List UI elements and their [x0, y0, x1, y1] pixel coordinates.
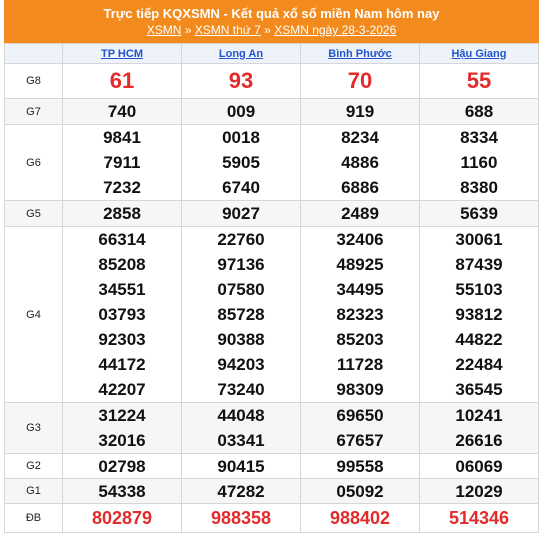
prize-row-g4 [5, 227, 539, 403]
prize-number: 03341 [217, 431, 265, 450]
prize-cell [182, 227, 301, 403]
prize-number: 36545 [455, 380, 503, 399]
prize-cell [63, 403, 182, 454]
prize-cell [420, 227, 539, 403]
prize-number: 87439 [455, 255, 503, 274]
prize-number: 988358 [210, 508, 272, 528]
prize-number: 44172 [98, 355, 146, 374]
prize-cell [63, 201, 182, 227]
province-header [182, 44, 301, 64]
prize-number: 8234 [341, 128, 379, 147]
prize-label: G7 [5, 99, 63, 125]
prize-number: 9841 [103, 128, 141, 147]
prize-number: 8334 [460, 128, 498, 147]
prize-number: 99558 [336, 457, 384, 476]
province-link-hau-giang[interactable]: Hậu Giang [451, 47, 507, 60]
breadcrumb [4, 23, 539, 37]
prize-number: 73240 [217, 380, 265, 399]
prize-number: 54338 [98, 482, 146, 501]
breadcrumb-separator: » [184, 23, 192, 37]
results-table [4, 43, 539, 533]
prize-number: 67657 [336, 431, 384, 450]
prize-label: G1 [5, 479, 63, 504]
prize-label: G3 [5, 403, 63, 454]
prize-number: 34551 [98, 280, 146, 299]
province-header [420, 44, 539, 64]
prize-number: 69650 [336, 406, 384, 425]
prize-number: 5639 [460, 204, 498, 223]
prize-cell [420, 479, 539, 504]
prize-cell [420, 99, 539, 125]
prize-cell [63, 64, 182, 99]
prize-number: 32406 [336, 230, 384, 249]
prize-cell [63, 454, 182, 479]
prize-number: 688 [464, 102, 494, 121]
prize-number: 85728 [217, 305, 265, 324]
prize-number: 05092 [336, 482, 384, 501]
prize-number: 85203 [336, 330, 384, 349]
province-link-binh-phuoc[interactable]: Bình Phước [328, 47, 392, 60]
prize-number: 9027 [222, 204, 260, 223]
prize-number: 06069 [455, 457, 503, 476]
prize-number: 5905 [222, 153, 260, 172]
prize-number: 1160 [460, 153, 498, 172]
prize-number: 47282 [217, 482, 265, 501]
breadcrumb-separator: » [264, 23, 271, 37]
prize-label: G2 [5, 454, 63, 479]
prize-cell [63, 479, 182, 504]
prize-number: 97136 [217, 255, 265, 274]
prize-number: 919 [345, 102, 375, 121]
prize-cell [182, 504, 301, 533]
prize-number: 98309 [336, 380, 384, 399]
prize-number: 6740 [222, 178, 260, 197]
prize-cell [420, 454, 539, 479]
prize-cell [182, 403, 301, 454]
prize-cell [63, 99, 182, 125]
prize-number: 6886 [341, 178, 379, 197]
prize-number: 93 [228, 68, 254, 93]
prize-number: 10241 [455, 406, 503, 425]
prize-number: 22760 [217, 230, 265, 249]
prize-cell [301, 504, 420, 533]
prize-row-g7 [5, 99, 539, 125]
prize-cell [301, 454, 420, 479]
breadcrumb-xsmn[interactable]: XSMN [146, 23, 182, 37]
prize-number: 8380 [460, 178, 498, 197]
prize-number: 07580 [217, 280, 265, 299]
prize-number: 34495 [336, 280, 384, 299]
prize-number: 30061 [455, 230, 503, 249]
prize-label: G4 [5, 227, 63, 403]
prize-cell [182, 454, 301, 479]
breadcrumb-xsmn-saturday[interactable]: XSMN thứ 7 [194, 23, 261, 37]
prize-cell [301, 201, 420, 227]
prize-cell [63, 227, 182, 403]
prize-number: 740 [107, 102, 137, 121]
prize-number: 61 [109, 68, 135, 93]
prize-number: 93812 [455, 305, 503, 324]
prize-cell [182, 99, 301, 125]
prize-number: 90388 [217, 330, 265, 349]
prize-number: 44048 [217, 406, 265, 425]
prize-number: 7911 [103, 153, 141, 172]
prize-number: 70 [347, 68, 373, 93]
prize-number: 48925 [336, 255, 384, 274]
prize-cell [420, 403, 539, 454]
prize-cell [63, 504, 182, 533]
prize-number: 66314 [98, 230, 146, 249]
prize-number: 26616 [455, 431, 503, 450]
prize-number: 514346 [448, 508, 510, 528]
results-panel [4, 0, 539, 533]
province-header [63, 44, 182, 64]
prize-number: 11728 [336, 355, 384, 374]
prize-number: 94203 [217, 355, 265, 374]
prize-number: 2489 [341, 204, 379, 223]
corner-cell [5, 44, 63, 64]
prize-cell [182, 64, 301, 99]
prize-cell [182, 125, 301, 201]
prize-cell [301, 227, 420, 403]
prize-cell [420, 64, 539, 99]
prize-number: 55103 [455, 280, 503, 299]
prize-cell [301, 125, 420, 201]
prize-row-g1 [5, 479, 539, 504]
prize-number: 82323 [336, 305, 384, 324]
prize-number: 32016 [98, 431, 146, 450]
province-header-row [5, 44, 539, 64]
prize-number: 2858 [103, 204, 141, 223]
prize-number: 44822 [455, 330, 503, 349]
prize-cell [301, 403, 420, 454]
prize-number: 55 [466, 68, 492, 93]
prize-number: 22484 [455, 355, 503, 374]
prize-cell [301, 99, 420, 125]
prize-cell [420, 125, 539, 201]
prize-cell [182, 201, 301, 227]
prize-number: 42207 [98, 380, 146, 399]
results-banner [4, 0, 539, 43]
prize-cell [182, 479, 301, 504]
prize-row-g8 [5, 64, 539, 99]
prize-cell [63, 125, 182, 201]
prize-number: 02798 [98, 457, 146, 476]
prize-row-g5 [5, 201, 539, 227]
prize-number: 4886 [341, 153, 379, 172]
prize-cell [420, 201, 539, 227]
province-link-tp-hcm[interactable]: TP HCM [101, 47, 143, 60]
prize-row-g2 [5, 454, 539, 479]
prize-number: 85208 [98, 255, 146, 274]
prize-row-g6 [5, 125, 539, 201]
prize-cell [301, 64, 420, 99]
prize-number: 0018 [222, 128, 260, 147]
prize-number: 31224 [98, 406, 146, 425]
prize-number: 802879 [91, 508, 153, 528]
prize-number: 7232 [103, 178, 141, 197]
prize-number: 988402 [329, 508, 391, 528]
page-title: Trực tiếp KQXSMN - Kết quả xổ số miền Nam hôm nay [103, 6, 440, 21]
prize-label: G8 [5, 64, 63, 99]
prize-number: 03793 [98, 305, 146, 324]
prize-number: 90415 [217, 457, 265, 476]
prize-label: G5 [5, 201, 63, 227]
prize-row-g3 [5, 403, 539, 454]
prize-row-db [5, 504, 539, 533]
breadcrumb-xsmn-date[interactable]: XSMN ngày 28-3-2026 [274, 23, 397, 37]
prize-number: 92303 [98, 330, 146, 349]
prize-number: 009 [226, 102, 256, 121]
prize-label: ĐB [5, 504, 63, 533]
prize-cell [420, 504, 539, 533]
prize-number: 12029 [455, 482, 503, 501]
province-header [301, 44, 420, 64]
province-link-long-an[interactable]: Long An [218, 47, 264, 60]
prize-cell [301, 479, 420, 504]
prize-label: G6 [5, 125, 63, 201]
